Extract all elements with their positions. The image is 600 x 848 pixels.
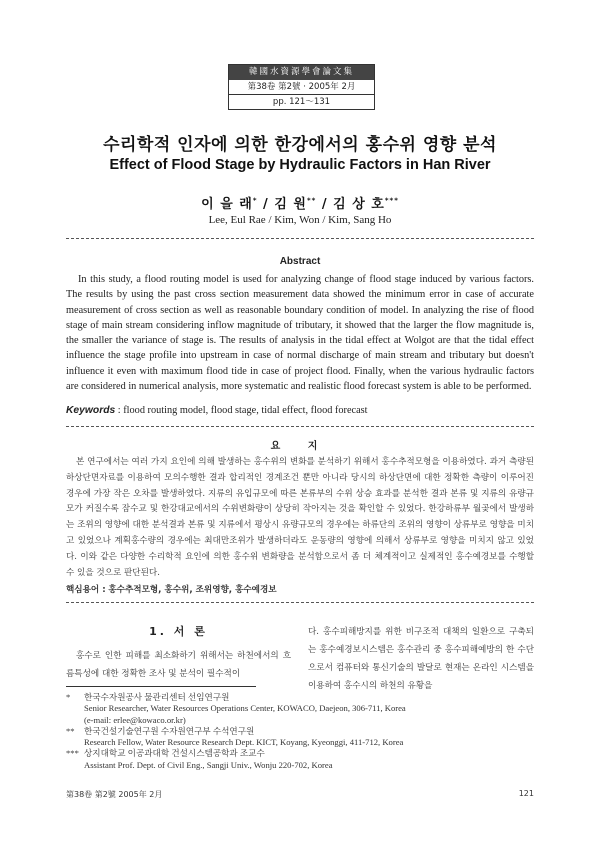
abstract-text: In this study, a flood routing model is used for analyzing change of flood stage induced by various factors. The results by using the past cross section measurement data showed the minimum error in case of accurate measurement of cross section as well as reasonable boundary condition of model. In analyzing the rise of flood stage of main stream considering inflow magnitude of tributary, it showed that the larger the flow magnitude is, the smaller the variance of stage is. The results of analysis in the tidal effect at Wolgot are that the tidal effect influence the stage profile into upstream in case of normal discharge of main stream and tributary but doesn't influence it even with maximum flood tide in case of project flood. Finally, when the various hydraulic factors are considered in numerical analysis, more systematic and realistic flood forecast system is able to be performed. <box>66 274 534 393</box>
author-1: 이 을 래 <box>201 197 253 212</box>
author-sep: / <box>257 197 275 212</box>
title-english: Effect of Flood Stage by Hydraulic Factors in Han River <box>109 157 491 173</box>
footnote-english: Assistant Prof. Dept. of Civil Eng., Sangji Univ., Wonju 220-702, Korea <box>84 759 333 770</box>
journal-header-box <box>228 64 375 110</box>
author-2: 김 원 <box>274 197 307 212</box>
left-column-text: 홍수로 인한 피해를 최소화하기 위해서는 하천에서의 흐름특성에 대한 정확한 조사 및 분석이 필수적이 <box>66 651 291 679</box>
right-column-text: 다. 홍수피해방지를 위한 비구조적 대책의 일환으로 구축되는 홍수예경보시스템은 홍수관리 중 홍수피해예방의 한 수단으로서 컴퓨터와 통신기술의 발달로 현재는 온라인 시스템을 이용하여 홍수시의 하천의 유황을 <box>308 627 534 691</box>
author-1-mark: * <box>252 196 258 205</box>
footnote <box>66 748 534 759</box>
keywords-text: : flood routing model, flood stage, tidal effect, flood forecast <box>117 405 368 416</box>
abstract-heading: Abstract <box>279 256 321 267</box>
keywords-line <box>66 403 534 418</box>
footnote-mark: *** <box>66 748 79 759</box>
divider <box>66 238 534 239</box>
footnote-english: Research Fellow, Water Resource Research Dept. KICT, Koyang, Kyeonggi, 411-712, Korea <box>84 737 404 748</box>
keywords-label: Keywords <box>66 405 116 416</box>
title-korean: 수리학적 인자에 의한 한강에서의 홍수위 영향 분석 <box>103 135 497 155</box>
footnote <box>66 726 534 737</box>
korean-keywords-label: 핵심용어 : <box>66 585 106 595</box>
footnotes <box>66 692 534 771</box>
footnote-korean: 상지대학교 이공과대학 건설시스템공학과 조교수 <box>84 748 265 759</box>
author-2-mark: ** <box>307 196 317 205</box>
journal-pages: pp. 121～131 <box>272 97 331 107</box>
korean-keywords-text: 홍수추적모형, 홍수위, 조위영향, 홍수예경보 <box>108 585 277 595</box>
footer-journal-issue: 第38卷 第2號 2005年 2月 <box>66 790 163 799</box>
footnote-mark: * <box>66 692 71 702</box>
authors-korean <box>0 193 600 212</box>
korean-abstract-text: 본 연구에서는 여러 가지 요인에 의해 발생하는 홍수위의 변화를 분석하기 위해서 홍수추적모형을 이용하였다. 과거 측량된 하상단면자료를 이용하여 모의수행한 결과 합리적인 경계조건 뿐만 아니라 당시의 하상단면에 대한 정확한 측량이 이루어진 경우에 가장 작은 오차를 발생하였다. 지류의 유입규모에 따른 본류부의 수위 상승 효과를 분석한 결과 본류 및 지류의 유량규모가 커질수록 잠수교 및 한강대교에서의 수위변화량이 상당히 작아지는 것을 확인할 수 있었다. 한강하류부 월곶에서 발생하는 조위의 영향에 대한 분석결과 본류 및 지류에서 평상시 유량규모의 경우에는 하류단의 조위의 영향이 상류부로 영향을 미치고 있었으나 계획홍수량의 경우에는 최대만조위가 발생하더라도 운동량의 영향에 의해서 상류부로 영향을 미치지 않고 있었다. 이와 같은 다양한 수리학적 요인에 의한 홍수위 변화량을 분석함으로서 좀 더 체계적이고 실제적인 홍수예경보를 수행할 수 있을 것으로 판단된다. <box>66 457 534 578</box>
footnote-rule <box>66 686 256 687</box>
journal-name: 韓國水資源學會論文集 <box>229 65 374 80</box>
korean-keywords-line <box>66 583 534 597</box>
footnote-korean: 한국건설기술연구원 수자원연구부 수석연구원 <box>84 725 255 736</box>
right-column <box>308 623 534 695</box>
left-column <box>66 623 291 683</box>
footnote-english: Senior Researcher, Water Resources Operations Center, KOWACO, Daejeon, 306-711, Korea <box>84 703 406 714</box>
divider <box>66 426 534 427</box>
section-heading: 1. 서 론 <box>149 625 208 638</box>
footnote-mark: ** <box>66 725 75 736</box>
page-number: 121 <box>518 789 534 798</box>
footnote-email: (e-mail: erlee@kowaco.or.kr) <box>84 714 186 725</box>
footnote-korean: 한국수자원공사 물관리센터 선임연구원 <box>84 692 230 702</box>
korean-abstract-heading: 요 지 <box>270 441 330 452</box>
footnote <box>66 692 534 703</box>
author-3: 김 상 호 <box>333 197 385 212</box>
journal-volume: 第38卷 第2號 · 2005年 2月 <box>229 80 374 95</box>
author-3-mark: *** <box>384 196 399 205</box>
author-sep: / <box>316 197 334 212</box>
divider <box>66 602 534 603</box>
authors-english: Lee, Eul Rae / Kim, Won / Kim, Sang Ho <box>208 214 392 226</box>
